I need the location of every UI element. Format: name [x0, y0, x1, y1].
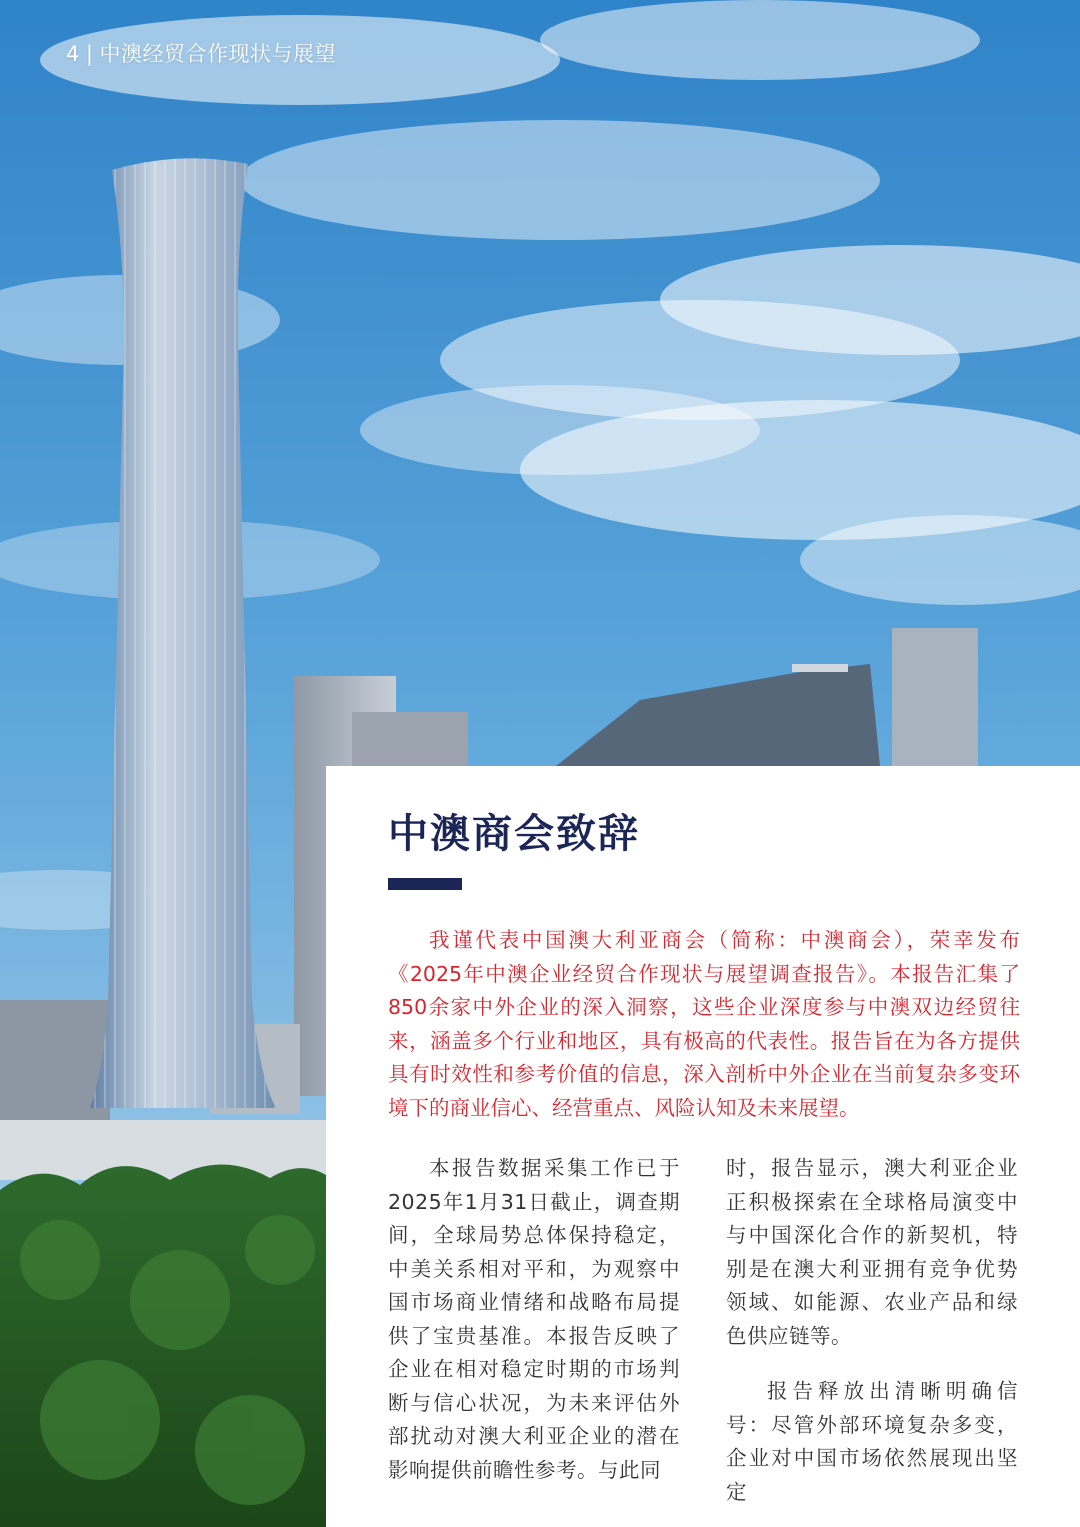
body-column-left	[388, 1152, 680, 1487]
title-underline	[388, 878, 462, 890]
running-header	[66, 38, 336, 68]
body-paragraph: 本报告数据采集工作已于2025年1月31日截止，调查期间，全球局势总体保持稳定，中美关系相对平和，为观察中国市场商业情绪和战略布局提供了宝贵基准。本报告反映了企业在相对稳定时期的市场判断与信心状况，为未来评估外部扰动对澳大利亚企业的潜在影响提供前瞻性参考。与此同	[388, 1156, 680, 1482]
intro-paragraph: 我谨代表中国澳大利亚商会（简称：中澳商会），荣幸发布《2025年中澳企业经贸合作现状与展望调查报告》。本报告汇集了850余家中外企业的深入洞察，这些企业深度参与中澳双边经贸往来，涵盖多个行业和地区，具有极高的代表性。报告旨在为各方提供具有时效性和参考价值的信息，深入剖析中外企业在当前复杂多变环境下的商业信心、经营重点、风险认知及未来展望。	[388, 928, 1020, 1120]
page-number: 4	[66, 42, 80, 66]
body-paragraph-continued: 时，报告显示，澳大利亚企业正积极探索在全球格局演变中与中国深化合作的新契机，特别是在澳大利亚拥有竞争优势领域、如能源、农业产品和绿色供应链等。	[726, 1156, 1018, 1348]
text-panel	[326, 766, 1080, 1527]
body-paragraph: 报告释放出清晰明确信号：尽管外部环境复杂多变，企业对中国市场依然展现出坚定	[726, 1379, 1018, 1504]
body-column-right	[726, 1152, 1018, 1509]
section-title: 中澳经贸合作现状与展望	[99, 42, 336, 66]
header-separator: |	[85, 42, 94, 66]
article-title: 中澳商会致辞	[388, 811, 640, 857]
